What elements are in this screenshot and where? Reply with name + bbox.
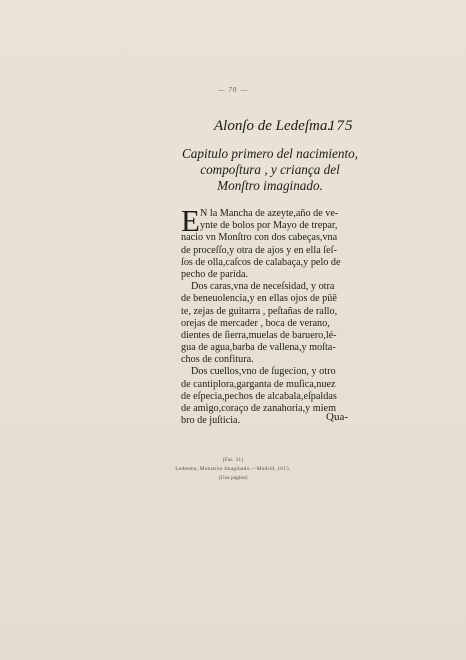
text-line: nacio vn Monſtro con dos cabeças,vna (181, 232, 338, 244)
text-line: ynte de bolos por Mayo de trepar, (200, 220, 338, 232)
body-text (181, 203, 377, 427)
text-line: orejas de mercader , boca de verano, (181, 317, 330, 329)
catchword: Qua- (326, 411, 348, 423)
caption-note: (Una página) (218, 475, 248, 481)
text-line: chos de confitura. (181, 354, 254, 366)
text-line: de beneuolencia,y en ellas ojos de pūē (181, 293, 337, 305)
text-line: bro de juſticia. (181, 415, 241, 427)
text-line: pecho de parida. (181, 268, 249, 280)
paragraph-2 (181, 281, 377, 366)
chapter-title-line: Capitulo primero del nacimiento, (181, 146, 359, 161)
running-head (214, 118, 364, 135)
text-line: de eſpecia,pechos de alcabala,eſpaldas (181, 390, 337, 402)
text-line: te, zejas de guitarra , peſtañas de rallo, (181, 305, 338, 317)
text-line: Dos caras,vna de neceſsidad, y otra (191, 281, 335, 293)
chapter-title-line: Monſtro imaginado. (217, 178, 323, 193)
caption-fac: [Fac. 31] (223, 457, 243, 463)
running-head-author: Alonſo de Ledeſma. (214, 118, 332, 134)
text-line: de cantiplora,garganta de muſica,nuez (181, 378, 336, 390)
text-line: Dos cuellos,vno de ſugecion, y otro (191, 366, 336, 378)
running-head-page-number: 175 (328, 118, 354, 134)
paragraph-1 (181, 203, 377, 281)
text-line: dientes de ſierra,muelas de baruero,lé- (181, 329, 337, 341)
text-line: de proceſſo,y otra de ajos y en ella ſeſ- (181, 244, 337, 256)
drop-cap: E (181, 203, 200, 238)
folio-number: — 70 — (217, 86, 249, 94)
text-line: de amigo,coraço de zanahoria,y miem (181, 403, 337, 414)
caption-source: Ledesma, Monstruo Imaginado.—Madrid, 1615. (175, 466, 291, 472)
chapter-title-line: compoſtura , y criança del (200, 162, 340, 177)
text-line: gua de agua,barba de vallena,y moſta- (181, 342, 336, 354)
chapter-title (160, 146, 380, 194)
text-line: N la Mancha de azeyte,año de ve- (200, 208, 339, 219)
text-line: ſos de olla,caſcos de calabaça,y pelo de (181, 256, 341, 268)
